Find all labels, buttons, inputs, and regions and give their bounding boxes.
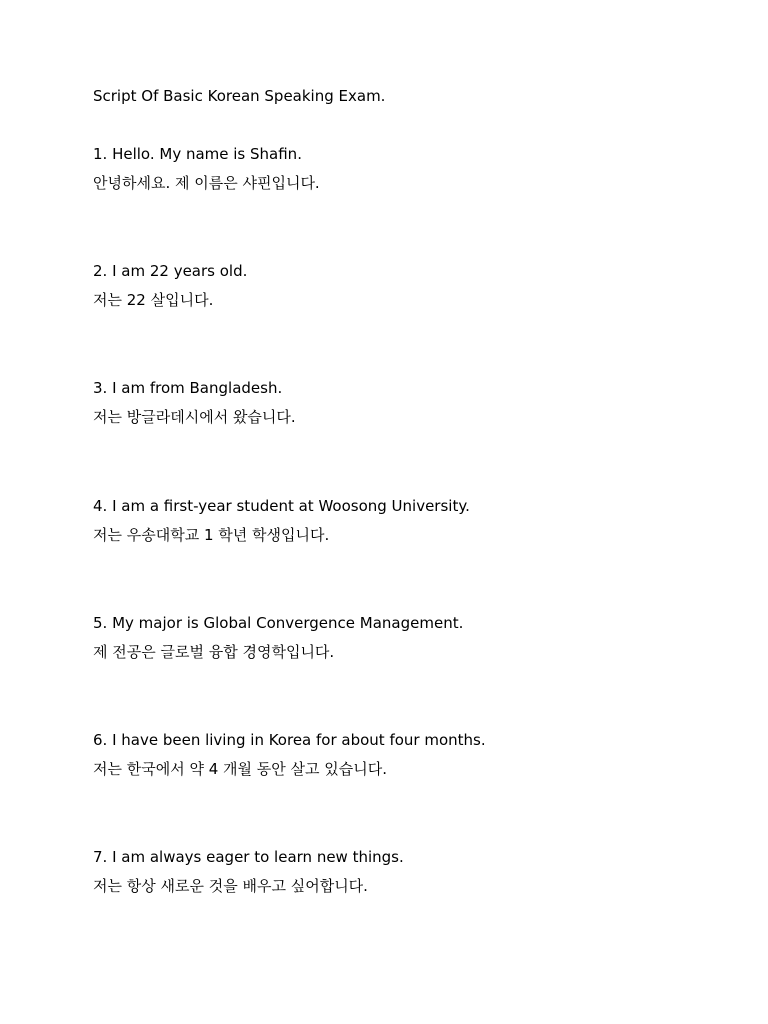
script-item-5 bbox=[93, 613, 733, 662]
korean-sentence: 저는 22 살입니다. bbox=[93, 291, 214, 309]
english-sentence: 7. I am always eager to learn new things. bbox=[93, 848, 404, 866]
script-item-2 bbox=[93, 261, 733, 310]
document-title: Script Of Basic Korean Speaking Exam. bbox=[93, 87, 386, 105]
script-item-7 bbox=[93, 847, 733, 896]
script-item-1 bbox=[93, 144, 733, 193]
script-item-4 bbox=[93, 496, 733, 545]
english-sentence: 1. Hello. My name is Shafin. bbox=[93, 145, 302, 163]
script-item-3 bbox=[93, 378, 733, 427]
korean-sentence: 저는 항상 새로운 것을 배우고 싶어합니다. bbox=[93, 877, 368, 895]
script-item-6 bbox=[93, 730, 733, 779]
english-sentence: 4. I am a first-year student at Woosong University. bbox=[93, 497, 470, 515]
korean-sentence: 제 전공은 글로벌 융합 경영학입니다. bbox=[93, 643, 335, 661]
korean-sentence: 저는 우송대학교 1 학년 학생입니다. bbox=[93, 526, 330, 544]
korean-sentence: 안녕하세요. 제 이름은 샤핀입니다. bbox=[93, 174, 320, 192]
english-sentence: 3. I am from Bangladesh. bbox=[93, 379, 283, 397]
korean-sentence: 저는 방글라데시에서 왔습니다. bbox=[93, 408, 296, 426]
english-sentence: 5. My major is Global Convergence Management. bbox=[93, 614, 464, 632]
english-sentence: 6. I have been living in Korea for about four months. bbox=[93, 731, 486, 749]
english-sentence: 2. I am 22 years old. bbox=[93, 262, 248, 280]
korean-sentence: 저는 한국에서 약 4 개월 동안 살고 있습니다. bbox=[93, 760, 388, 778]
